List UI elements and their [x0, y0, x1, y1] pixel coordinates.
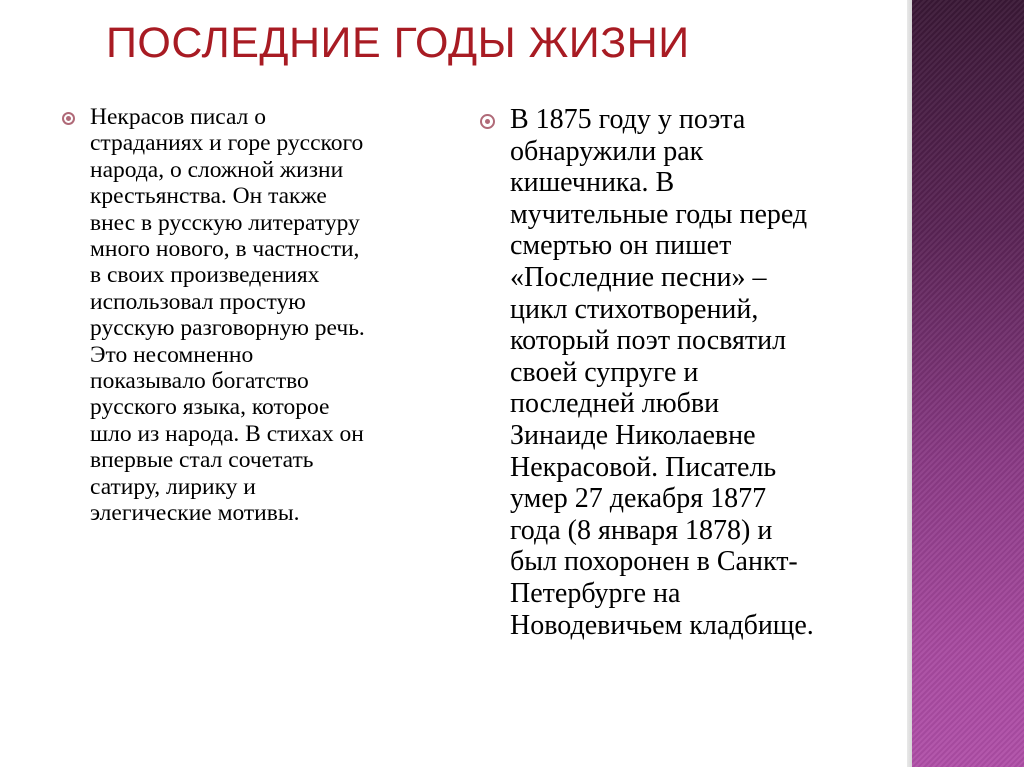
decorative-side-band	[912, 0, 1024, 767]
right-text-line: В 1875 году у поэта	[510, 104, 746, 135]
right-bullet-item	[480, 104, 860, 641]
left-text-line: в своих произведениях	[90, 262, 320, 289]
left-bullet-item	[62, 104, 432, 527]
left-text-line: сатиру, лирику и	[90, 473, 256, 500]
left-text-line: шло из народа. В стихах он	[90, 420, 364, 447]
left-text-line: Это несомненно	[90, 341, 254, 368]
left-text-line: внес в русскую литературу	[90, 209, 360, 236]
right-text-line: был похоронен в Санкт-	[510, 546, 798, 578]
left-text-line: русского языка, которое	[90, 394, 330, 421]
right-text-line: Петербурге на	[510, 577, 681, 609]
left-text-line: впервые стал сочетать	[90, 447, 314, 474]
right-text-line: мучительные годы перед	[510, 198, 808, 230]
right-text-line: последней любви	[510, 388, 720, 420]
left-text-line: много нового, в частности,	[90, 236, 360, 263]
right-text-line: «Последние песни» –	[510, 261, 767, 293]
left-text-column	[62, 104, 432, 527]
right-text-line: своей супруге и	[510, 356, 699, 388]
band-texture	[912, 0, 1024, 767]
right-text-line: который поэт посвятил	[510, 325, 787, 357]
left-text-line: народа, о сложной жизни	[90, 156, 344, 183]
left-text-line: страданиях и горе русского	[90, 130, 364, 157]
left-text-line: русскую разговорную речь.	[90, 315, 365, 342]
slide-title: ПОСЛЕДНИЕ ГОДЫ ЖИЗНИ	[106, 19, 690, 67]
circle-bullet-icon	[480, 114, 495, 129]
right-text-line: Зинаиде Николаевне	[510, 419, 756, 451]
left-text-line: показывало богатство	[90, 368, 309, 395]
left-text-line: Некрасов писал о	[90, 104, 267, 130]
right-text-line: умер 27 декабря 1877	[510, 483, 767, 515]
left-text-line: использовал простую	[90, 288, 306, 315]
right-text-line: обнаружили рак	[510, 135, 704, 167]
right-text-line: цикл стихотворений,	[510, 293, 759, 325]
right-text-column	[480, 104, 860, 641]
left-text-line: элегические мотивы.	[90, 500, 300, 527]
right-text-line: Новодевичьем кладбище.	[510, 609, 814, 641]
right-text-line: кишечника. В	[510, 167, 675, 199]
circle-bullet-icon	[62, 112, 75, 125]
right-text-line: смертью он пишет	[510, 230, 732, 262]
left-text-line: крестьянства. Он также	[90, 183, 327, 210]
right-text-line: года (8 января 1878) и	[510, 514, 773, 546]
right-text-line: Некрасовой. Писатель	[510, 451, 777, 483]
